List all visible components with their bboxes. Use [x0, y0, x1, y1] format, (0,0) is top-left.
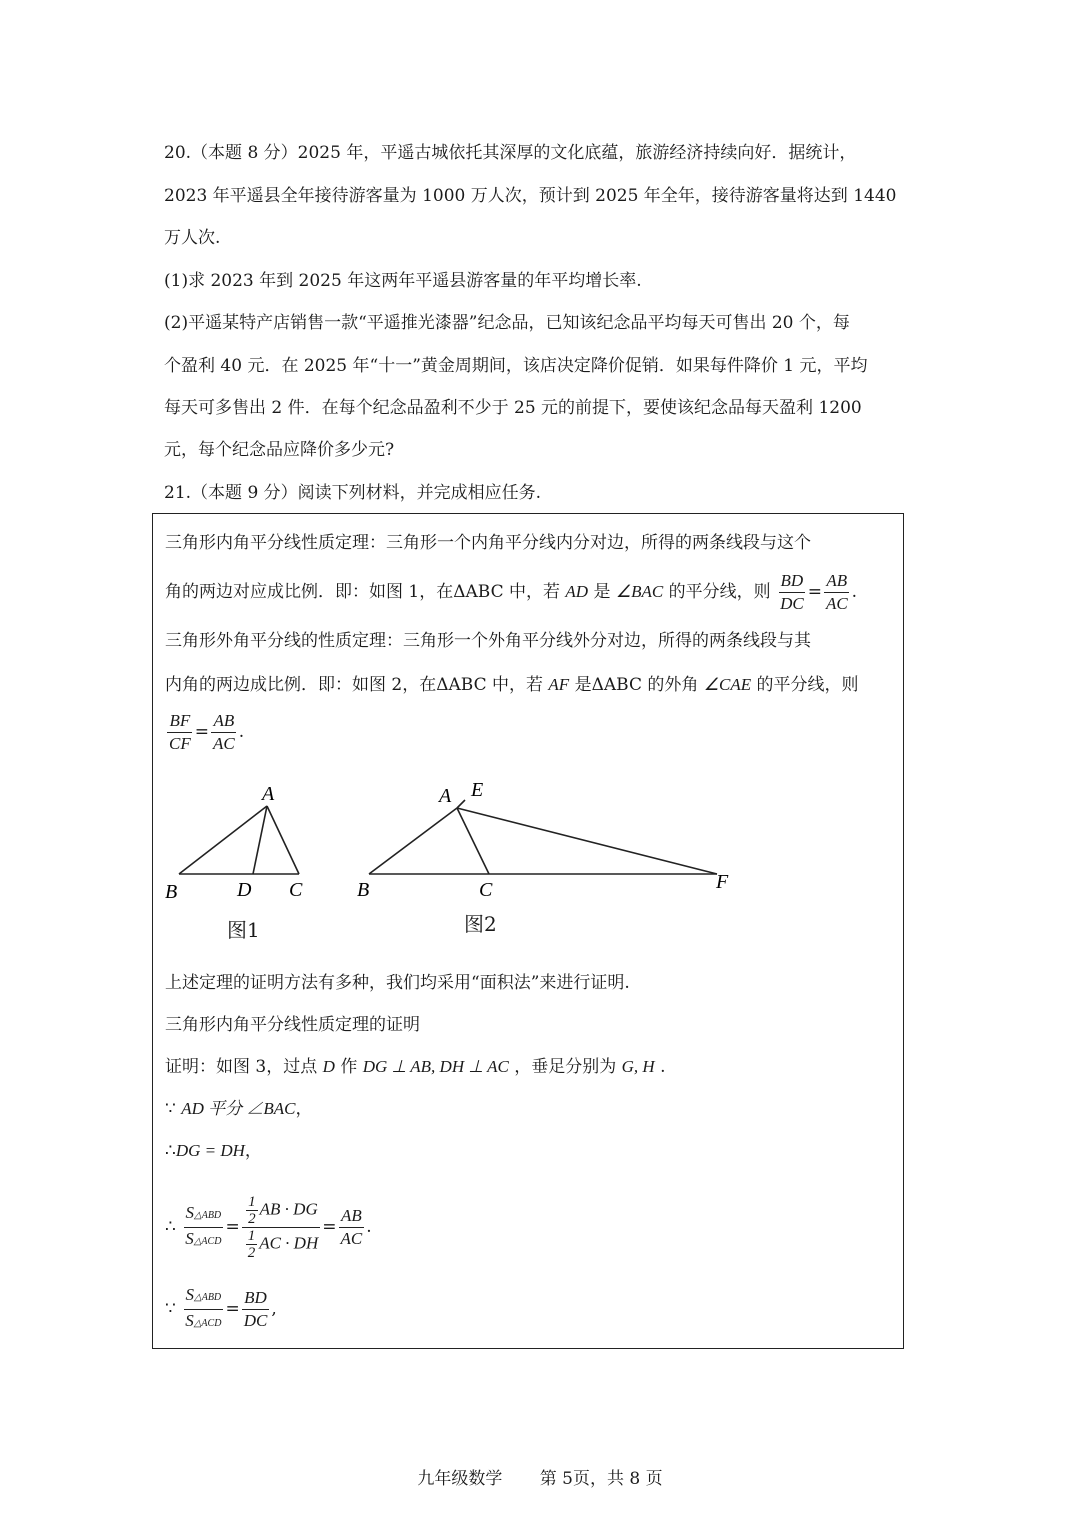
fraction-half-products: $\frac{1}{2}$ AB · DG $\frac{1}{2}$ AC · DH	[242, 1194, 321, 1261]
fig1-label-d: D	[237, 879, 252, 901]
q20-part2-line3: 每天可多售出 2 件．在每个纪念品盈利不少于 25 元的前提下，要使该纪念品每天盈利 1200	[164, 398, 862, 418]
proof-title: 三角形内角平分线性质定理的证明	[165, 1015, 420, 1035]
fraction-bd-dc-2: $\frac{BD}{DC}$	[243, 1288, 268, 1330]
fraction-ab-ac-result: $\frac{AB}{AC}$	[340, 1206, 363, 1248]
figure-2	[353, 776, 753, 906]
fraction-ab-ac: $\frac{AB}{AC}$	[825, 571, 848, 613]
figure-1-caption: 图1	[227, 918, 260, 942]
q20-part2-line4: 元，每个纪念品应降价多少元?	[164, 440, 395, 460]
page-footer	[0, 1464, 1080, 1489]
footer-page-number: 第 5页，共 8 页	[539, 1469, 663, 1489]
fraction-s-abd-s-acd-2: $\frac{\text{S△ABD}}{\text{S△ACD}}$	[185, 1285, 222, 1330]
proof-line3: ∴DG = DH，	[165, 1141, 262, 1161]
q20-line2: 2023 年平遥县全年接待游客量为 1000 万人次，预计到 2025 年全年，接待游客量将达到 1440	[164, 186, 897, 206]
q20-line1: 20.（本题 8 分）2025 年，平遥古城依托其深厚的文化底蕴，旅游经济持续向好．据统计，	[164, 143, 857, 163]
fig1-line-ac	[267, 806, 299, 874]
figure-2-caption: 图2	[464, 912, 497, 936]
theorem1-line2: 角的两边对应成比例．即：如图 1，在ΔABC 中，若 AD 是 ∠BAC 的平分线，则 $\frac{BD}{DC}$ = $\frac{AB}{AC}$ .	[165, 571, 858, 613]
fig2-label-c: C	[479, 879, 493, 901]
theorem2-line2: 内角的两边成比例．即：如图 2，在ΔABC 中，若 AF 是ΔABC 的外角 ∠CAE 的平分线，则	[165, 675, 859, 695]
proof-line2: ∵ AD 平分 ∠BAC，	[165, 1099, 313, 1119]
proof-area-ratio: ∴ $\frac{\text{S△ABD}}{\text{S△ACD}}$ = $\frac{1}{2}$ AB · DG $\frac{1}{2}$ AC · DH = $\frac{AB}{AC}$ .	[165, 1194, 372, 1261]
fig1-label-b: B	[165, 881, 178, 903]
fraction-bd-dc: $\frac{BD}{DC}$	[780, 571, 804, 613]
fig2-line-ae	[457, 800, 465, 808]
theorem2-formula: $\frac{BF}{CF}$ = $\frac{AB}{AC}$ .	[169, 711, 245, 753]
q20-part1: (1)求 2023 年到 2025 年这两年平遥县游客量的年平均增长率.	[164, 271, 642, 291]
q20-line3: 万人次.	[164, 228, 221, 248]
theorem1-line1: 三角形内角平分线性质定理：三角形一个内角平分线内分对边，所得的两条线段与这个	[165, 533, 811, 553]
fig2-line-af	[457, 808, 717, 874]
material-box	[152, 513, 904, 1349]
proof-line1: 证明：如图 3，过点 D 作 DG ⊥ AB, DH ⊥ AC ，垂足分别为 G, H .	[165, 1057, 666, 1077]
footer-subject: 九年级数学	[417, 1469, 503, 1489]
fig2-label-f: F	[716, 871, 729, 893]
fig2-label-a: A	[439, 785, 452, 807]
q20-part2-line2: 个盈利 40 元．在 2025 年“十一”黄金周期间，该店决定降价促销．如果每件降价 1 元，平均	[164, 356, 868, 376]
fig2-line-ab	[369, 808, 457, 874]
fig2-label-e: E	[471, 779, 484, 801]
fraction-bf-cf: $\frac{BF}{CF}$	[169, 711, 191, 753]
fig1-label-a: A	[262, 783, 275, 805]
fig2-label-b: B	[357, 879, 370, 901]
q21-header: 21.（本题 9 分）阅读下列材料，并完成相应任务.	[164, 483, 542, 503]
fig1-label-c: C	[289, 879, 303, 901]
figure-1	[163, 776, 323, 906]
fig2-line-ac	[457, 808, 489, 874]
fraction-ab-ac-2: $\frac{AB}{AC}$	[212, 711, 235, 753]
proof-last-line: ∵ $\frac{\text{S△ABD}}{\text{S△ACD}}$ = $\frac{BD}{DC}$ ,	[165, 1284, 277, 1335]
q20-part2-line1: (2)平遥某特产店销售一款“平遥推光漆器”纪念品，已知该纪念品平均每天可售出 20 个，每	[164, 313, 850, 333]
fraction-s-abd-s-acd: $\frac{\text{S△ABD}}{\text{S△ACD}}$	[185, 1203, 222, 1248]
method-text: 上述定理的证明方法有多种，我们均采用“面积法”来进行证明.	[165, 973, 630, 993]
theorem2-line1: 三角形外角平分线的性质定理：三角形一个外角平分线外分对边，所得的两条线段与其	[165, 631, 811, 651]
fig1-line-ab	[179, 806, 267, 874]
